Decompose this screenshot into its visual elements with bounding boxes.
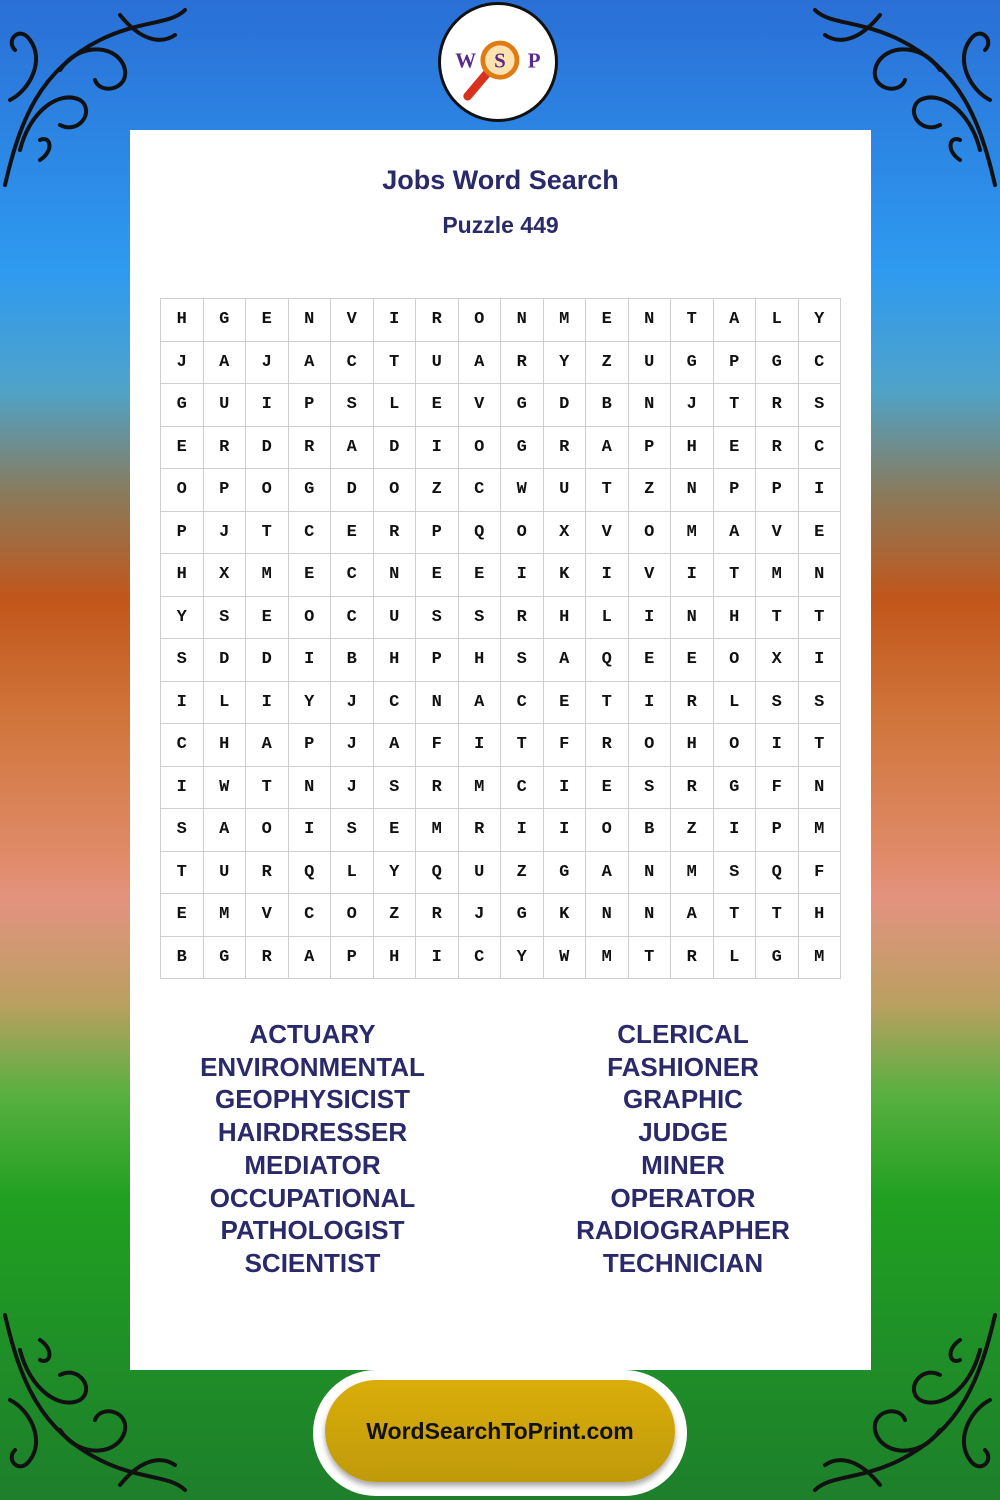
grid-cell[interactable]: J [331,767,374,810]
grid-cell[interactable]: O [714,639,757,682]
grid-cell[interactable]: M [799,937,842,980]
word-list-item: OPERATOR [610,1182,756,1213]
grid-cell[interactable]: B [161,937,204,980]
grid-cell[interactable]: I [671,554,714,597]
grid-cell[interactable]: Y [161,597,204,640]
grid-cell[interactable]: M [671,852,714,895]
grid-cell[interactable]: M [799,809,842,852]
grid-cell[interactable]: C [331,554,374,597]
grid-cell[interactable]: J [204,512,247,555]
grid-cell[interactable]: I [416,427,459,470]
grid-cell[interactable]: E [246,597,289,640]
grid-cell[interactable]: O [161,469,204,512]
grid-cell[interactable]: R [416,299,459,342]
page-title: Jobs Word Search [382,165,619,195]
grid-cell[interactable]: N [671,469,714,512]
grid-cell[interactable]: L [374,384,417,427]
grid-cell[interactable]: E [459,554,502,597]
grid-cell[interactable]: J [459,894,502,937]
grid-cell[interactable]: P [204,469,247,512]
grid-cell[interactable]: I [799,639,842,682]
grid-cell[interactable]: G [204,299,247,342]
grid-cell[interactable]: P [714,469,757,512]
grid-cell[interactable]: T [714,554,757,597]
grid-cell[interactable]: S [374,767,417,810]
word-list-item: SCIENTIST [244,1247,381,1278]
grid-cell[interactable]: S [161,809,204,852]
grid-cell[interactable]: V [629,554,672,597]
grid-cell[interactable]: E [246,299,289,342]
word-list-item: ENVIRONMENTAL [200,1051,425,1082]
grid-cell[interactable]: Z [416,469,459,512]
grid-cell[interactable]: O [459,299,502,342]
grid-cell[interactable]: Q [586,639,629,682]
grid-cell[interactable]: O [586,809,629,852]
grid-cell[interactable]: R [586,724,629,767]
grid-cell[interactable]: A [671,894,714,937]
grid-cell[interactable]: U [459,852,502,895]
grid-cell[interactable]: C [374,682,417,725]
grid-cell[interactable]: X [756,639,799,682]
grid-cell[interactable]: I [544,809,587,852]
magnifier-handle-icon [468,72,489,97]
grid-cell[interactable]: P [289,384,332,427]
grid-cell[interactable]: J [161,342,204,385]
grid-cell[interactable]: N [374,554,417,597]
grid-cell[interactable]: O [629,512,672,555]
grid-cell[interactable]: Y [799,299,842,342]
grid-cell[interactable]: O [246,469,289,512]
word-list-right-column [495,1018,871,1280]
grid-cell[interactable]: O [374,469,417,512]
word-list-item: MINER [641,1149,725,1180]
grid-cell[interactable]: M [416,809,459,852]
grid-cell[interactable]: G [501,384,544,427]
grid-cell[interactable]: R [374,512,417,555]
grid-cell[interactable]: T [161,852,204,895]
grid-cell[interactable]: Y [544,342,587,385]
grid-cell[interactable]: B [586,384,629,427]
grid-cell[interactable]: S [331,809,374,852]
grid-cell[interactable]: W [501,469,544,512]
grid-cell[interactable]: T [586,682,629,725]
grid-cell[interactable]: U [374,597,417,640]
grid-cell[interactable]: I [289,639,332,682]
grid-cell[interactable]: O [501,512,544,555]
grid-cell[interactable]: S [459,597,502,640]
grid-cell[interactable]: L [586,597,629,640]
grid-cell[interactable]: I [586,554,629,597]
grid-cell[interactable]: U [416,342,459,385]
grid-cell[interactable]: C [459,469,502,512]
grid-cell[interactable]: W [204,767,247,810]
grid-cell[interactable]: E [544,682,587,725]
grid-cell[interactable]: G [714,767,757,810]
grid-cell[interactable]: O [714,724,757,767]
puzzle-card [130,130,871,1370]
grid-cell[interactable]: H [374,937,417,980]
grid-cell[interactable]: C [289,894,332,937]
grid-cell[interactable]: A [586,852,629,895]
grid-cell[interactable]: S [799,384,842,427]
grid-cell[interactable]: Y [374,852,417,895]
grid-cell[interactable]: R [459,809,502,852]
logo-letter-w: W [455,48,477,73]
grid-cell[interactable]: M [671,512,714,555]
grid-cell[interactable]: G [289,469,332,512]
grid-cell[interactable]: D [331,469,374,512]
grid-cell[interactable]: Y [501,937,544,980]
grid-cell[interactable]: Z [671,809,714,852]
grid-cell[interactable]: O [459,427,502,470]
grid-cell[interactable]: O [246,809,289,852]
grid-cell[interactable]: N [799,554,842,597]
grid-cell[interactable]: R [246,852,289,895]
grid-cell[interactable]: I [246,384,289,427]
grid-cell[interactable]: H [459,639,502,682]
letter-grid [160,298,841,979]
grid-cell[interactable]: V [331,299,374,342]
grid-cell[interactable]: S [501,639,544,682]
grid-cell[interactable]: G [501,427,544,470]
grid-cell[interactable]: Q [416,852,459,895]
grid-cell[interactable]: C [459,937,502,980]
grid-cell[interactable]: I [629,597,672,640]
grid-cell[interactable]: H [204,724,247,767]
grid-cell[interactable]: N [799,767,842,810]
grid-cell[interactable]: P [289,724,332,767]
grid-cell[interactable]: R [671,682,714,725]
grid-cell[interactable]: A [459,342,502,385]
word-list-item: TECHNICIAN [602,1247,764,1278]
grid-cell[interactable]: V [246,894,289,937]
grid-cell[interactable]: A [544,639,587,682]
grid-cell[interactable]: N [629,384,672,427]
grid-cell[interactable]: O [629,724,672,767]
grid-cell[interactable]: Z [501,852,544,895]
grid-cell[interactable]: A [289,342,332,385]
grid-cell[interactable]: H [544,597,587,640]
grid-cell[interactable]: S [416,597,459,640]
grid-cell[interactable]: Q [289,852,332,895]
word-list-item: FASHIONER [607,1051,759,1082]
grid-cell[interactable]: G [501,894,544,937]
logo-letter-s: S [494,48,506,73]
grid-cell[interactable]: N [629,852,672,895]
grid-cell[interactable]: N [416,682,459,725]
grid-cell[interactable]: I [161,767,204,810]
grid-cell[interactable]: P [416,639,459,682]
grid-cell[interactable]: P [756,469,799,512]
grid-cell[interactable]: E [671,639,714,682]
logo-letter-p: P [527,48,541,73]
grid-cell[interactable]: P [416,512,459,555]
grid-cell[interactable]: T [799,724,842,767]
grid-cell[interactable]: C [331,342,374,385]
word-list-item: OCCUPATIONAL [209,1182,416,1213]
word-list [130,1018,871,1280]
grid-cell[interactable]: S [331,384,374,427]
grid-cell[interactable]: G [161,384,204,427]
grid-cell[interactable]: E [161,894,204,937]
grid-cell[interactable]: I [756,724,799,767]
grid-cell[interactable]: J [331,682,374,725]
grid-cell[interactable]: S [161,639,204,682]
grid-cell[interactable]: E [289,554,332,597]
grid-cell[interactable]: P [756,809,799,852]
grid-cell[interactable]: K [544,894,587,937]
grid-cell[interactable]: T [799,597,842,640]
grid-cell[interactable]: A [374,724,417,767]
grid-cell[interactable]: H [161,554,204,597]
grid-cell[interactable]: E [714,427,757,470]
grid-cell[interactable]: D [246,427,289,470]
grid-cell[interactable]: M [246,554,289,597]
grid-cell[interactable]: T [501,724,544,767]
word-list-item: JUDGE [638,1117,728,1148]
grid-cell[interactable]: R [289,427,332,470]
grid-cell[interactable]: Z [374,894,417,937]
grid-cell[interactable]: J [671,384,714,427]
grid-cell[interactable]: R [501,342,544,385]
grid-cell[interactable]: Z [586,342,629,385]
grid-cell[interactable]: T [629,937,672,980]
grid-cell[interactable]: F [756,767,799,810]
grid-cell[interactable]: T [714,894,757,937]
grid-cell[interactable]: F [544,724,587,767]
grid-cell[interactable]: G [671,342,714,385]
grid-cell[interactable]: I [714,809,757,852]
grid-cell[interactable]: A [331,427,374,470]
grid-cell[interactable]: D [204,639,247,682]
grid-cell[interactable]: M [204,894,247,937]
grid-cell[interactable]: E [161,427,204,470]
word-list-item: CLERICAL [617,1019,749,1049]
website-link-button[interactable]: WordSearchToPrint.com [325,1380,675,1482]
grid-cell[interactable]: A [459,682,502,725]
grid-cell[interactable]: L [331,852,374,895]
grid-cell[interactable]: T [671,299,714,342]
grid-cell[interactable]: I [459,724,502,767]
grid-cell[interactable]: A [289,937,332,980]
grid-cell[interactable]: V [756,512,799,555]
grid-cell[interactable]: R [671,767,714,810]
grid-cell[interactable]: R [756,427,799,470]
grid-cell[interactable]: I [289,809,332,852]
grid-cell[interactable]: O [289,597,332,640]
grid-cell[interactable]: D [246,639,289,682]
grid-cell[interactable]: O [331,894,374,937]
grid-cell[interactable]: H [161,299,204,342]
grid-cell[interactable]: Z [629,469,672,512]
grid-cell[interactable]: I [501,554,544,597]
grid-cell[interactable]: M [544,299,587,342]
grid-cell[interactable]: J [246,342,289,385]
grid-cell[interactable]: V [459,384,502,427]
grid-cell[interactable]: T [714,384,757,427]
grid-cell[interactable]: P [161,512,204,555]
grid-cell[interactable]: U [204,852,247,895]
grid-cell[interactable]: A [714,512,757,555]
grid-cell[interactable]: R [204,427,247,470]
grid-cell[interactable]: L [714,682,757,725]
grid-cell[interactable]: I [246,682,289,725]
grid-cell[interactable]: R [544,427,587,470]
grid-cell[interactable]: M [586,937,629,980]
grid-cell[interactable]: S [756,682,799,725]
grid-cell[interactable]: C [799,342,842,385]
grid-cell[interactable]: A [586,427,629,470]
grid-cell[interactable]: W [544,937,587,980]
grid-cell[interactable]: T [756,894,799,937]
word-list-item: HAIRDRESSER [217,1117,408,1148]
grid-cell[interactable]: E [331,512,374,555]
grid-cell[interactable]: V [586,512,629,555]
grid-cell[interactable]: G [544,852,587,895]
grid-cell[interactable]: P [331,937,374,980]
grid-cell[interactable]: T [374,342,417,385]
grid-cell[interactable]: M [756,554,799,597]
grid-cell[interactable]: A [204,809,247,852]
grid-cell[interactable]: E [416,384,459,427]
grid-cell[interactable]: S [799,682,842,725]
grid-cell[interactable]: I [161,682,204,725]
grid-cell[interactable]: I [629,682,672,725]
grid-cell[interactable]: I [544,767,587,810]
grid-cell[interactable]: H [799,894,842,937]
grid-cell[interactable]: N [629,299,672,342]
grid-cell[interactable]: D [544,384,587,427]
grid-cell[interactable]: R [501,597,544,640]
grid-cell[interactable]: R [416,894,459,937]
word-list-left-column [130,1018,495,1280]
grid-cell[interactable]: R [246,937,289,980]
grid-cell[interactable]: E [374,809,417,852]
grid-cell[interactable]: A [204,342,247,385]
grid-cell[interactable]: T [246,512,289,555]
grid-cell[interactable]: Q [756,852,799,895]
grid-cell[interactable]: X [204,554,247,597]
grid-cell[interactable]: H [671,427,714,470]
grid-cell[interactable]: E [799,512,842,555]
grid-cell[interactable]: D [374,427,417,470]
grid-cell[interactable]: M [459,767,502,810]
grid-cell[interactable]: P [714,342,757,385]
grid-cell[interactable]: H [374,639,417,682]
grid-cell[interactable]: G [756,342,799,385]
grid-cell[interactable]: E [586,767,629,810]
grid-cell[interactable]: R [416,767,459,810]
grid-cell[interactable]: N [629,894,672,937]
grid-cell[interactable]: B [629,809,672,852]
footer-badge [313,1370,687,1496]
grid-cell[interactable]: L [714,937,757,980]
grid-cell[interactable]: N [501,299,544,342]
grid-cell[interactable]: E [586,299,629,342]
grid-cell[interactable]: S [714,852,757,895]
grid-cell[interactable]: N [289,767,332,810]
word-list-item: GEOPHYSICIST [214,1084,411,1115]
grid-cell[interactable]: U [629,342,672,385]
grid-cell[interactable]: I [501,809,544,852]
word-list-item: ACTUARY [249,1019,376,1049]
grid-cell[interactable]: F [799,852,842,895]
grid-cell[interactable]: C [161,724,204,767]
grid-cell[interactable]: Q [459,512,502,555]
grid-cell[interactable]: I [374,299,417,342]
grid-cell[interactable]: H [671,724,714,767]
grid-cell[interactable]: A [714,299,757,342]
grid-cell[interactable]: G [204,937,247,980]
grid-cell[interactable]: I [799,469,842,512]
grid-cell[interactable]: E [416,554,459,597]
grid-cell[interactable]: U [544,469,587,512]
grid-cell[interactable]: T [586,469,629,512]
grid-cell[interactable]: S [629,767,672,810]
word-list-item: PATHOLOGIST [220,1215,405,1246]
grid-cell[interactable]: S [204,597,247,640]
grid-cell[interactable]: P [629,427,672,470]
grid-cell[interactable]: N [289,299,332,342]
grid-cell[interactable]: I [416,937,459,980]
word-list-item: RADIOGRAPHER [576,1215,790,1246]
grid-cell[interactable]: E [629,639,672,682]
grid-cell[interactable]: N [586,894,629,937]
grid-cell[interactable]: C [289,512,332,555]
grid-cell[interactable]: B [331,639,374,682]
grid-cell[interactable]: H [714,597,757,640]
word-list-item: MEDIATOR [244,1149,381,1180]
grid-cell[interactable]: T [756,597,799,640]
grid-cell[interactable]: Y [289,682,332,725]
grid-cell[interactable]: C [501,682,544,725]
grid-cell[interactable]: G [756,937,799,980]
grid-cell[interactable]: C [799,427,842,470]
grid-cell[interactable]: L [756,299,799,342]
grid-cell[interactable]: L [204,682,247,725]
grid-cell[interactable]: K [544,554,587,597]
grid-cell[interactable]: X [544,512,587,555]
grid-cell[interactable]: F [416,724,459,767]
grid-cell[interactable]: C [331,597,374,640]
wsp-logo[interactable] [438,2,558,122]
grid-cell[interactable]: T [246,767,289,810]
puzzle-number: Puzzle 449 [442,212,559,238]
grid-cell[interactable]: U [204,384,247,427]
grid-cell[interactable]: C [501,767,544,810]
grid-cell[interactable]: J [331,724,374,767]
word-list-item: GRAPHIC [623,1084,743,1115]
grid-cell[interactable]: R [756,384,799,427]
grid-cell[interactable]: N [671,597,714,640]
grid-cell[interactable]: A [246,724,289,767]
grid-cell[interactable]: R [671,937,714,980]
